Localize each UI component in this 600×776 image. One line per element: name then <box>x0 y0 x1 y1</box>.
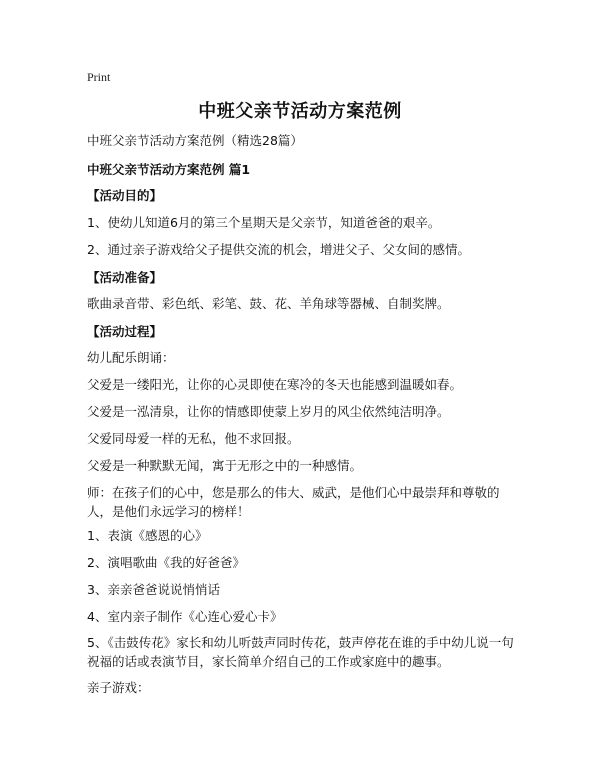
poem-line-4: 父爱是一种默默无闻，寓于无形之中的一种感情。 <box>87 458 363 473</box>
recite-intro: 幼儿配乐朗诵： <box>87 350 175 365</box>
step-3: 3、亲亲爸爸说说悄悄话 <box>87 582 220 597</box>
goal-item-2: 2、通过亲子游戏给父子提供交流的机会，增进父子、父女间的感情。 <box>87 242 470 257</box>
step-4: 4、室内亲子制作《心连心爱心卡》 <box>87 609 283 624</box>
goal-heading: 【活动目的】 <box>87 188 163 203</box>
page-title: 中班父亲节活动方案范例 <box>198 101 402 122</box>
poem-line-2: 父爱是一泓清泉，让你的情感即使蒙上岁月的风尘依然纯洁明净。 <box>87 404 450 419</box>
poem-line-3: 父爱同母爱一样的无私，他不求回报。 <box>87 431 300 446</box>
game-intro: 亲子游戏： <box>87 680 150 695</box>
article-heading: 中班父亲节活动方案范例 篇1 <box>87 162 251 177</box>
step-1: 1、表演《感恩的心》 <box>87 528 208 543</box>
prep-heading: 【活动准备】 <box>87 270 163 285</box>
goal-item-1: 1、使幼儿知道6月的第三个星期天是父亲节，知道爸爸的艰辛。 <box>87 215 441 230</box>
step-5: 5、《击鼓传花》家长和幼儿听鼓声同时传花，鼓声停花在谁的手中幼儿说一句祝福的话或表演节目，家长简单介绍自己的工作或家庭中的趣事。 <box>87 635 514 669</box>
poem-line-1: 父爱是一缕阳光，让你的心灵即使在寒冷的冬天也能感到温暖如春。 <box>87 377 463 392</box>
process-heading: 【活动过程】 <box>87 324 163 339</box>
subtitle: 中班父亲节活动方案范例（精选28篇） <box>87 133 303 148</box>
print-label: Print <box>87 70 111 84</box>
prep-text: 歌曲录音带、彩色纸、彩笔、鼓、花、羊角球等器械、自制奖牌。 <box>87 296 450 311</box>
step-2: 2、演唱歌曲《我的好爸爸》 <box>87 555 245 570</box>
teacher-paragraph: 师：在孩子们的心中，您是那么的伟大、威武，是他们心中最崇拜和尊敬的人，是他们永远学习的榜样！ <box>87 485 500 519</box>
